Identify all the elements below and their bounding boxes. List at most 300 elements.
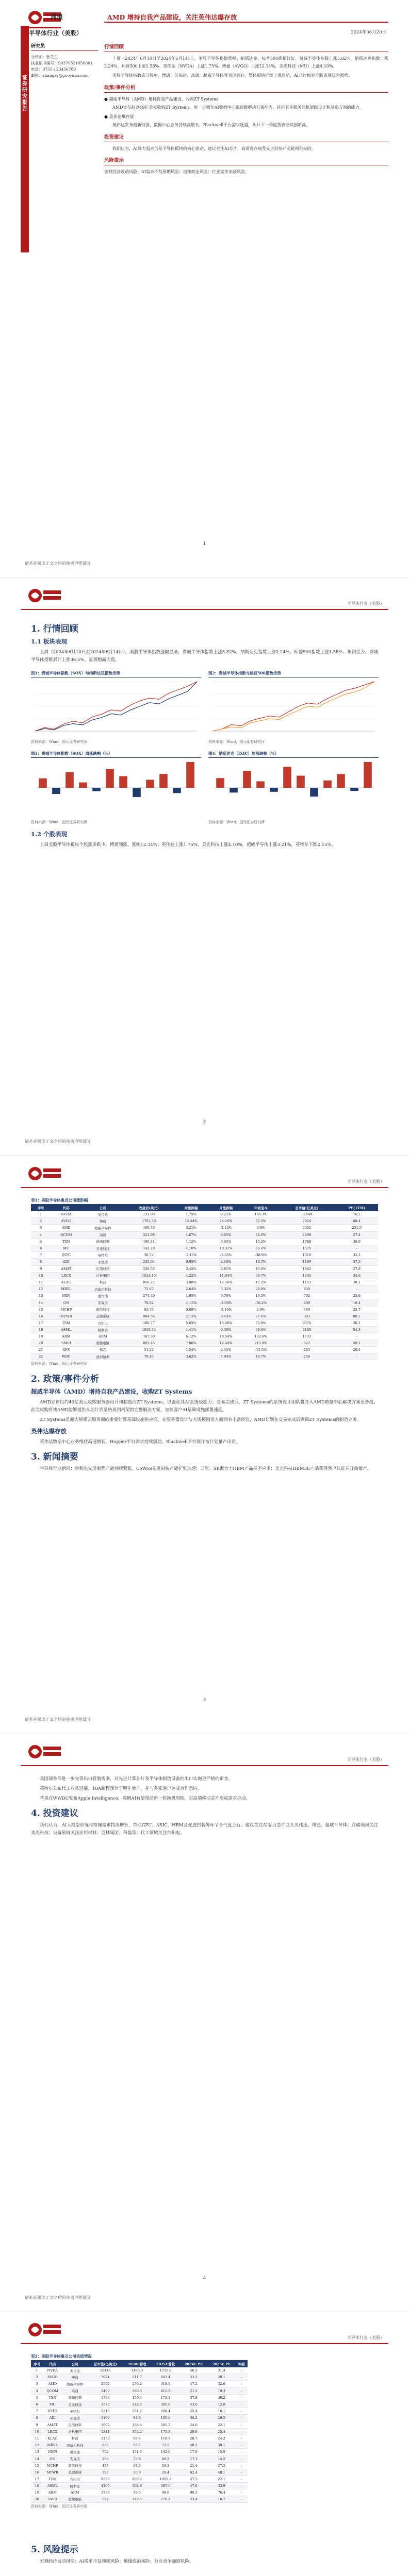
summary-panel [104,41,388,176]
table-header-cell: 公司 [62,2361,88,2367]
table-row [31,1320,378,1327]
table-cell: 博通 [62,2374,88,2381]
section-paragraph: 英特尔公布代工业务进展，18A制程预计于明年量产，并与多家客户达成合作意向。 [40,1786,202,1791]
table-cell: - [236,2435,248,2442]
table-cell: 2.64% [174,1286,209,1293]
table-cell: TSM [51,1320,81,1327]
table-cell: 268.4 [123,2421,151,2428]
table-cell: 11 [31,2435,43,2442]
table-cell: 微芯科技 [62,2462,88,2469]
table-row [31,2483,248,2489]
table-cell: AMAT [51,1265,81,1272]
bar [66,772,74,788]
table-cell: 19.5% [243,1293,279,1299]
chart-figure-3 [31,747,201,827]
table-cell: 5 [31,2394,43,2401]
table-cell: AMAT [43,2421,62,2428]
table-cell: 17.1 [180,2455,208,2462]
table-cell: 芯源系统 [62,2469,88,2476]
bar [230,788,238,792]
table-cell: 17 [31,1320,51,1327]
table-row [31,2381,248,2387]
line-chart [208,677,379,738]
table-cell: 英伟达 [81,1211,124,1218]
table-cell: GFS [51,1346,81,1353]
table-cell: 80.2 [151,2455,179,2462]
table-cell: 5.32% [208,1286,243,1293]
table-cell: 32.6 [208,2381,236,2387]
table-cell: 291.5 [151,2421,179,2428]
table-cell: 17 [31,2476,43,2483]
table-cell: 1310 [279,1252,336,1259]
table-cell: 2.10% [208,1259,243,1265]
bullet-text: 英伟达爆存放 [109,114,134,119]
bullet-text: 超威半导体（AMD）增持自我产品建设，收购ZT Systems [109,96,219,101]
table-cell: 美光科技 [62,2401,88,2408]
table-cell: 31.4 [208,2367,236,2374]
table-row [31,1313,378,1319]
table-cell: - [236,2394,248,2401]
table-cell: 131.5 [123,2449,151,2455]
section-paragraph: 半导体行业新闻：台积电先进制程产能持续紧张，CoWoS先进封装产能扩张加速；三星、SK海力士HBM产品供不应求；美光科技HBM3E产品获得客户认证并开始量产。 [40,1466,372,1472]
table-cell: 99.3 [180,2489,208,2496]
table-cell: 2.12% [174,1313,209,1319]
header-company: 半导体行业（美股） [347,601,384,606]
table-cell: 4.41% [174,1327,209,1333]
table-cell: 54.3 [335,1327,378,1333]
table-cell: 2592 [279,1225,336,1231]
table-cell: 57.3 [335,1259,378,1265]
bar [119,776,127,788]
table-cell: 4 [31,2387,43,2394]
table-cell: 52.5% [243,1218,279,1225]
table-cell: 1.05% [174,1293,209,1299]
table-cell: 德州仪器 [81,1238,124,1245]
bar [39,778,47,788]
table-cell: 3.98% [174,1279,209,1285]
table-cell: 20.8% [243,1286,279,1293]
table-cell: 49.1 [335,1340,378,1346]
header-company: 半导体行业（美股） [347,1757,384,1762]
table-cell: 39.5 [123,2489,151,2496]
table-cell: 4165 [88,2483,123,2489]
table-cell: 25.4 [180,2408,208,2415]
table-row [31,1299,378,1306]
table-cell: 9 [31,1265,51,1272]
table-cell: 英特尔 [81,1252,124,1259]
table-cell: 亚德诺 [62,2415,88,2421]
table-cell: ARM [62,2489,88,2496]
summary-paragraph: 上周（2024年6月10日至2024年6月14日），美股半导体指数涨幅、纳斯达克、标普500涨幅较好，费城半导体指数上涨5.82%，纳斯达克指数上涨3.24%，标普500上涨1.58%。英伟达（NVDA）上涨1.75%、博通（AVGO）上涨12.34%，美光科技（MU）上涨4.10%。 [104,56,388,69]
table-cell: 恩智浦 [62,2449,88,2455]
table-cell: 1702.30 [124,1218,174,1225]
table-cell: 48.2 [180,2442,208,2449]
side-label: 证券研究报告 [22,75,27,112]
table-cell: 21 [31,1346,51,1353]
table-cell: 4165 [279,1327,336,1333]
table-cell: 20 [31,2496,43,2502]
table-cell: 英伟达 [62,2367,88,2374]
table-cell: MCHP [51,1306,81,1313]
table-cell: 迈威尔科技 [62,2442,88,2449]
table-cell: 54.9% [243,1231,279,1238]
table-cell: 芯源系统 [81,1313,124,1319]
table-cell: 283 [279,1346,336,1353]
table-cell: 2499 [279,1231,336,1238]
table-cell: 超威半导体 [62,2381,88,2387]
table-cell: -3.12% [208,1225,243,1231]
page-2 [0,578,409,1156]
table-cell: AVGO [43,2374,62,2381]
table-cell: - [236,2387,248,2394]
table-cell: 1.54% [174,1346,209,1353]
table-cell: - [236,2442,248,2449]
table-cell: 94.6 [123,2415,151,2421]
table-header-cell: 总市值(亿美元) [88,2361,123,2367]
table-cell: 6.43% [208,1313,243,1319]
table-source: 资料来源：Wind，国元证券研究所 [31,2504,88,2509]
table-cell: 702 [279,1293,336,1299]
table-cell: 18 [31,1327,51,1333]
table-header-cell: 2025E PE [208,2361,236,2367]
footer-disclaimer: 请务必阅读正文之后的免责声明部分 [25,2295,91,2300]
table-cell: - [236,2381,248,2387]
bar [364,762,372,788]
table-cell: - [236,2449,248,2455]
table-header-cell: 序号 [31,1205,51,1211]
table-cell: 7924 [279,1218,336,1225]
table-cell: 泛林集团 [62,2428,88,2435]
section-heading: 2. 政策/事件分析 [31,1374,99,1385]
table-cell: 499 [88,2462,123,2469]
table-cell: 8 [31,1259,51,1265]
risk-heading: 风险提示 [104,155,388,165]
table-cell: 256.2 [123,2381,151,2387]
table-cell: 0.65% [208,1238,243,1245]
table-cell: 522 [88,2496,123,2502]
bar [216,778,224,788]
footer-disclaimer: 请务必阅读正文之后的免责声明部分 [25,1717,91,1722]
bar [270,788,278,792]
table-cell: - [236,2415,248,2421]
table-cell: 7.94% [208,1353,243,1360]
bar [173,788,181,793]
table-cell: -0.35% [174,1299,209,1306]
header-company: 半导体行业（美股） [347,1179,384,1184]
bar-chart [208,758,379,819]
table-row [31,2374,248,2381]
table-cell: 18.7% [243,1259,279,1265]
table-cell: 99.4 [123,2435,151,2442]
chart-row [31,666,378,747]
table-cell: ADI [51,1259,81,1265]
table-cell: 122.6% [243,1333,279,1340]
table-cell: 72.5 [151,2442,179,2449]
table-row [31,1306,378,1313]
analyst-row: 电话：0755-123456789 [31,67,76,72]
table-cell: 110.3 [151,2435,179,2442]
table-row [31,2469,248,2476]
table-cell: -16.2% [243,1299,279,1306]
bar [337,774,345,788]
table-cell: 1341 [279,1272,336,1279]
header-company: 半导体行业（美股） [347,2335,384,2340]
table-cell: 安森美 [81,1299,124,1306]
table-cell: 804.56 [124,1313,174,1319]
bullet-title: ● 超威半导体（AMD）增持自我产品建设，收购ZT Systems [104,96,219,101]
table-cell: ARM [43,2489,62,2496]
table-cell: ON [51,1299,81,1306]
table-cell: 高通 [81,1231,124,1238]
table-header-cell: 序号 [31,2361,43,2367]
figure-source: 资料来源：Wind，国元证券研究所 [208,740,265,744]
table-cell: - [236,2483,248,2489]
table-cell: 3 [31,2381,43,2387]
table-cell: 47.2% [243,1279,279,1285]
table-cell: NVDA [51,1211,81,1218]
table-row [31,1279,378,1285]
table-cell: 1962 [88,2421,123,2428]
section-1 [31,618,378,851]
table-cell: 27.5 [208,2462,236,2469]
table-row [31,2435,248,2442]
table-cell: 15.2% [243,1238,279,1245]
table-row [31,1259,378,1265]
table-cell: 213.9% [243,1340,279,1346]
table-cell: 应用材料 [81,1265,124,1272]
table-cell: NXPI [43,2449,62,2455]
table-row [31,2394,248,2401]
table-cell: 微芯科技 [81,1306,124,1313]
table-cell: TSM [43,2476,62,2483]
table-cell: 14.5 [208,2455,236,2462]
table-row [31,2489,248,2496]
table-cell: - [335,1245,378,1251]
table-cell: - [236,2455,248,2462]
table-row [31,1238,378,1245]
table-row [31,2401,248,2408]
table-cell: 27.3 [180,2476,208,2483]
summary-heading: 行情回顾 [104,41,388,52]
figure-title: 图2：费城半导体指数与标普500指数走势 [208,669,379,677]
table-cell: 180.77 [124,1320,174,1327]
header-rule [21,1187,388,1188]
table-cell: 25.6 [335,1293,378,1299]
table-cell: 88.2 [335,1313,378,1319]
table-header-cell: 代码 [51,1205,81,1211]
table-cell: ADI [43,2415,62,2421]
page-number: 4 [203,2276,206,2281]
table-cell: 3.45% [174,1265,209,1272]
table-header-row [31,2361,248,2367]
section-5 [31,2539,378,2568]
figure-source: 资料来源：Wind，国元证券研究所 [31,740,88,744]
analyst-row: 分析师：张先生 [31,55,58,59]
table-cell: - [236,2421,248,2428]
table-cell: - [236,2367,248,2374]
table-row [31,1211,378,1218]
invest-paragraph: 我们认为，AI算力需求仍是半导体板块的核心驱动，建议关注AI芯片、高带宽存储及先进封装产业链相关标的。 [112,146,316,151]
table-row [31,1340,378,1346]
summary-paragraph: 美股半导体指数成分股中，博通、英伟达、高通、超威半导体等表现较好，整体板块延续上涨趋势，AI芯片相关个股表现较为强势。 [112,73,352,78]
table-cell: 美光科技 [81,1245,124,1251]
table-cell: 9.81% [208,1265,243,1272]
table-cell: 49.7% [243,1353,279,1360]
table-cell: 1169 [88,2415,123,2421]
table-cell: 630 [88,2442,123,2449]
table-cell: 33.5 [180,2374,208,2381]
table-cell: 387.5 [151,2483,179,2489]
table-row [31,2415,248,2421]
table-cell: QCOM [51,1231,81,1238]
table-cell: 13 [31,1293,51,1299]
table-cell: 23.4 [180,2496,208,2502]
table-cell: 47.6 [180,2483,208,2489]
table-cell: MU [43,2401,62,2408]
table-cell: 2 [31,1218,51,1225]
table-cell: 15.8 [208,2449,236,2455]
table-cell: 62.4 [180,2469,208,2476]
table-cell: 泛林集团 [81,1272,124,1279]
bar-chart [31,758,201,819]
table-cell: 1056.34 [124,1327,174,1333]
table-cell: 226.3 [151,2496,179,2502]
table-cell: 30.72 [124,1252,174,1259]
footer-disclaimer: 请务必阅读正文之后的免责声明部分 [25,1139,91,1144]
table-row [31,2449,248,2455]
table-cell: 7.86% [174,1340,209,1346]
table-cell: 235.64 [124,1259,174,1265]
table-cell: 19.3 [208,2387,236,2394]
section-paragraph: 宏观经济波动风险；AI需求不及预期风险；地缘政治风险；行业竞争加剧风险。 [40,2559,194,2564]
table-cell: - [335,1353,378,1360]
table-cell: -2.15% [174,1252,209,1259]
table-header-cell: 2025E营收 [151,2361,179,2367]
table-cell: 阿斯麦 [81,1327,124,1333]
figure-title: 图1：费城半导体指数（SOX）与纳斯达克指数走势 [31,669,201,677]
table-cell: 2.9% [243,1306,279,1313]
analyst-heading: 研究员 [31,41,98,51]
table-cell: 28.1 [208,2374,236,2381]
table-cell: 12.8 [208,2401,236,2408]
table-row [31,2496,248,2502]
table-cell: 7 [31,1252,51,1259]
table-cell: - [236,2469,248,2476]
table-cell: 892.45 [124,1340,174,1346]
table-header-cell: 收盘价(美元) [124,1205,174,1211]
table-cell: - [236,2476,248,2483]
table-cell: 超微电脑 [62,2496,88,2502]
table-cell: 4.22% [174,1272,209,1279]
section-paragraph: 上周（2024年6月10日至2024年6月14日），美股半导体指数涨幅显著，费城半导体指数上涨5.82%，纳斯达克指数上涨3.24%，标普500指数上涨1.58%。年初至今，费城半导体指数累计上涨36.5%，显著跑赢大盘。 [31,650,378,663]
report-title: AMD 增持自我产品建设，关注英伟达爆存放 [107,13,237,21]
table-header-cell: 公司 [81,1205,124,1211]
table-cell: 迈威尔科技 [81,1286,124,1293]
table-row [31,2462,248,2469]
table-cell: 47.2 [180,2381,208,2387]
table-cell: 105.8 [151,2415,179,2421]
table-cell: 30.7% [243,1272,279,1279]
table-cell: 8 [31,2415,43,2421]
table-cell: 76.4 [208,2489,236,2496]
table-row [31,1353,378,1360]
table-row [31,1333,378,1340]
table-row [31,2387,248,2394]
table-body [31,2367,248,2502]
table-cell: TXN [43,2394,62,2401]
table-cell: 1788 [88,2394,123,2401]
bullet-paragraph: AMD宣布拟以49亿美元收购ZT Systems，进一步强化AI数据中心系统级解决方案能力，补足其在服务器机架级设计和制造方面的能力。 [112,105,364,110]
page-4 [0,1734,409,2312]
table-cell: - [236,2496,248,2502]
table-cell: 511.7 [123,2374,151,2381]
page-3 [0,1156,409,1734]
table-cell: 149.6 [123,2496,151,2502]
table-cell: 1755.8 [151,2367,179,2374]
table-cell: 10 [31,2428,43,2435]
table-cell: 20 [31,1340,51,1346]
table-cell: 0.88% [174,1306,209,1313]
table-cell: MRVL [51,1286,81,1293]
table-cell: INTC [43,2408,62,2415]
table-cell: - [236,2408,248,2415]
table-cell: 亚德诺 [81,1259,124,1265]
table-cell: 702 [88,2449,123,2455]
news-heading: 政策/事件分析 [104,82,388,93]
table-cell: 175.3 [151,2428,179,2435]
table-header-cell: 周涨跌幅 [174,1205,209,1211]
table-cell: 630 [279,1286,336,1293]
section-heading: 1. 行情回顾 [31,624,78,634]
table-row [31,1245,378,1251]
table-cell: -38.9% [243,1252,279,1259]
table-cell: 2.35% [208,1346,243,1353]
table-cell: MCHP [43,2462,62,2469]
table-cell: 33.9 [208,2483,236,2489]
table-row [31,2367,248,2374]
table-cell: 142.20 [124,1245,174,1251]
table-cell: 20.9 [123,2469,151,2476]
table-header-cell: 代码 [43,2361,62,2367]
table-cell: 1 [31,2367,43,2374]
table-cell: 恩智浦 [81,1293,124,1299]
table-cell: 30.2 [208,2394,236,2401]
bar [243,771,251,788]
table-cell: 科磊 [81,1279,124,1285]
table-cell: 6 [31,1245,51,1251]
table-header-cell: 2024E PE [180,2361,208,2367]
table-cell: 应用材料 [62,2421,88,2428]
table-cell: 3.62% [174,1353,209,1360]
table-cell: 302.6 [123,2483,151,2489]
invest-heading: 投资建议 [104,131,388,142]
table-cell: 3 [31,1225,51,1231]
table-cell: 39.6% [243,1327,279,1333]
table-cell: 160.35 [124,1225,174,1231]
table-cell: -2.16% [208,1306,243,1313]
table-cell: 科磊 [62,2435,88,2442]
table-cell: 385.6 [151,2401,179,2408]
table-header-cell: PE(TTM) [335,1205,378,1211]
table-cell: 6 [31,2401,43,2408]
table-cell: 4.10% [174,1245,209,1251]
bullet-paragraph: 英伟达发布最新财报，数据中心业务持续高增长，Blackwell平台需求旺盛，预计下一季度营收继续创新高。 [112,123,310,127]
table-cell: ON [43,2455,62,2462]
guoyuan-logo [27,1163,64,1187]
table-cell: KLAC [51,1279,81,1285]
table-cell: 18.54% [208,1333,243,1340]
chart-row [31,747,378,827]
